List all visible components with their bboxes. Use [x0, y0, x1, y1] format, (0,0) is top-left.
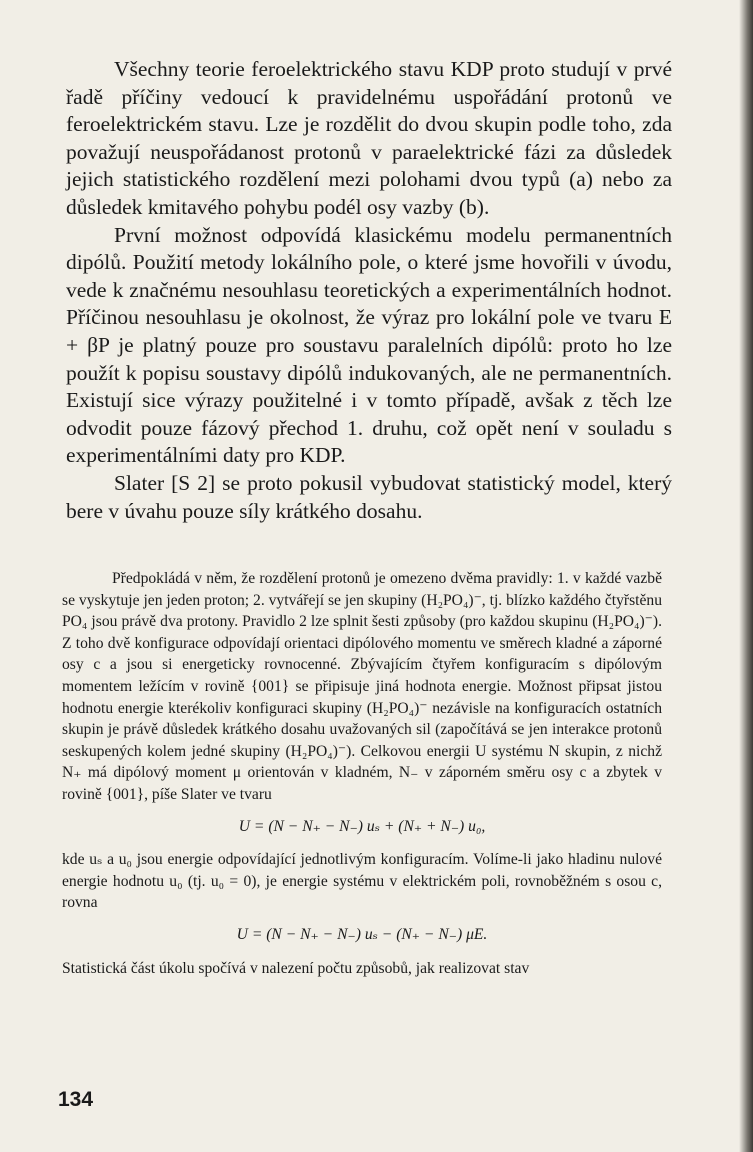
- main-paragraph-3: Slater [S 2] se proto pokusil vybudovat statistický model, který bere v úvahu pouze síly krátkého dosahu.: [66, 470, 672, 523]
- main-paragraph-2: První možnost odpovídá klasickému modelu permanentních dipólů. Použití metody lokálního pole, o které jsme hovořili v úvodu, vede k značnému nesouhlasu teoretických a experimentálních hodnot. Příčinou nesouhlasu je okolnost, že výraz pro lokální pole ve tvaru E + βP je platný pouze pro soustavu paralelních dipólů: proto ho lze použít k popisu soustavy dipólů indukovaných, ale ne permanentních. Existují sice výrazy použitelné i v tomto případě, avšak z těch lze odvodit pouze fázový přechod 1. druhu, což opět není v souladu s experimentálními daty pro KDP.: [66, 222, 672, 468]
- main-text-block: [66, 56, 672, 525]
- energy-formula-1: U = (N − N₊ − N₋) uₛ + (N₊ + N₋) u₀,: [238, 817, 486, 835]
- page-number: 134: [58, 1088, 94, 1111]
- main-paragraph-1: Všechny teorie feroelektrického stavu KDP proto studují v prvé řadě příčiny vedoucí k pravidelnému uspořádání protonů ve feroelektrickém stavu. Lze je rozdělit do dvou skupin podle toho, zda považují neuspořádanost protonů v paraelektrické fázi za důsledek jejich statistického rozdělení mezi polohami dvou typů (a) nebo za důsledek kmitavého pohybu podél osy vazby (b).: [66, 57, 672, 219]
- small-paragraph-3: Statistická část úkolu spočívá v nalezení počtu způsobů, jak realizovat stav: [62, 959, 530, 977]
- small-paragraph-2: kde uₛ a u₀ jsou energie odpovídající jednotlivým konfiguracím. Volíme-li jako hladinu nulové energie hodnotu u₀ (tj. u₀ = 0), je energie systému v elektrickém poli, rovnoběžném s osou c, rovna: [62, 851, 662, 912]
- energy-formula-2: U = (N − N₊ − N₋) uₛ − (N₊ − N₋) μE.: [236, 925, 488, 943]
- small-print-block: [62, 568, 662, 979]
- small-paragraph-1: Předpokládá v něm, že rozdělení protonů je omezeno dvěma pravidly: 1. v každé vazbě se vyskytuje jen jeden proton; 2. vytvářejí se jen skupiny (H₂PO₄)⁻, tj. blízko každého čtyřstěnu PO₄ jsou právě dva protony. Pravidlo 2 lze splnit šesti způsoby (pro každou skupinu (H₂PO₄)⁻). Z toho dvě konfigurace odpovídají orientaci dipólového momentu ve směrech kladné a záporné osy c a jsou si energeticky rovnocenné. Zbývajícím čtyřem konfiguracím s dipólovým momentem ležícím v rovině {001} se připisuje jiná hodnota energie. Možnost připsat jistou hodnotu energie kterékoliv konfiguraci skupiny (H₂PO₄)⁻ nezávisle na konfiguracích ostatních skupin je právě důsledek krátkého dosahu uvažovaných sil (započítává se jen interakce protonů seskupených kolem jedné skupiny (H₂PO₄)⁻). Celkovou energii U systému N skupin, z nichž N₊ má dipólový moment μ orientován v kladném, N₋ v záporném směru osy c a zbytek v rovině {001}, píše Slater ve tvaru: [62, 570, 662, 803]
- page-edge-shadow: [739, 0, 753, 1152]
